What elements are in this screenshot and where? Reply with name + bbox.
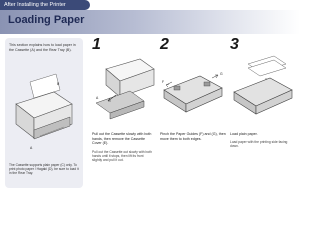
printer-illustration bbox=[10, 68, 78, 158]
step-1-text: Pull out the Cassette slowly with both hands, then remove the Cassette Cover (E). bbox=[92, 132, 152, 145]
step-2-label-g: G bbox=[220, 72, 223, 76]
step-1-subtext: Pull out the Cassette out slowly with both hands until it stops, then lift its front slightly and pull it out. bbox=[92, 150, 152, 163]
step-2-illustration bbox=[160, 60, 226, 122]
section-tab: After Installing the Printer bbox=[0, 0, 90, 10]
step-3-number: 3 bbox=[230, 36, 239, 53]
intro-text: This section explains how to load paper in the Cassette (A) and the Rear Tray (B). bbox=[9, 43, 76, 52]
step-3-text: Load plain paper. bbox=[230, 132, 258, 136]
step-1-label-a: A bbox=[96, 96, 99, 100]
step-2-text: Pinch the Paper Guides (F) and (G), then move them to both edges. bbox=[160, 132, 226, 141]
step-3-illustration bbox=[230, 56, 296, 122]
intro-note: The Cassette supports plain paper (C) only. To print photo paper / Hagaki (D), be sure to load it in the Rear Tray. bbox=[9, 163, 79, 176]
intro-label-a: A bbox=[30, 146, 33, 150]
step-2-number: 2 bbox=[160, 36, 169, 53]
step-1-number: 1 bbox=[92, 36, 101, 53]
page-title: Loading Paper bbox=[8, 14, 85, 26]
intro-label-b: B bbox=[57, 82, 60, 86]
step-2-label-f: F bbox=[162, 80, 165, 84]
step-3-subtext: Load paper with the printing side facing down. bbox=[230, 140, 288, 149]
step-1-illustration bbox=[92, 55, 156, 127]
